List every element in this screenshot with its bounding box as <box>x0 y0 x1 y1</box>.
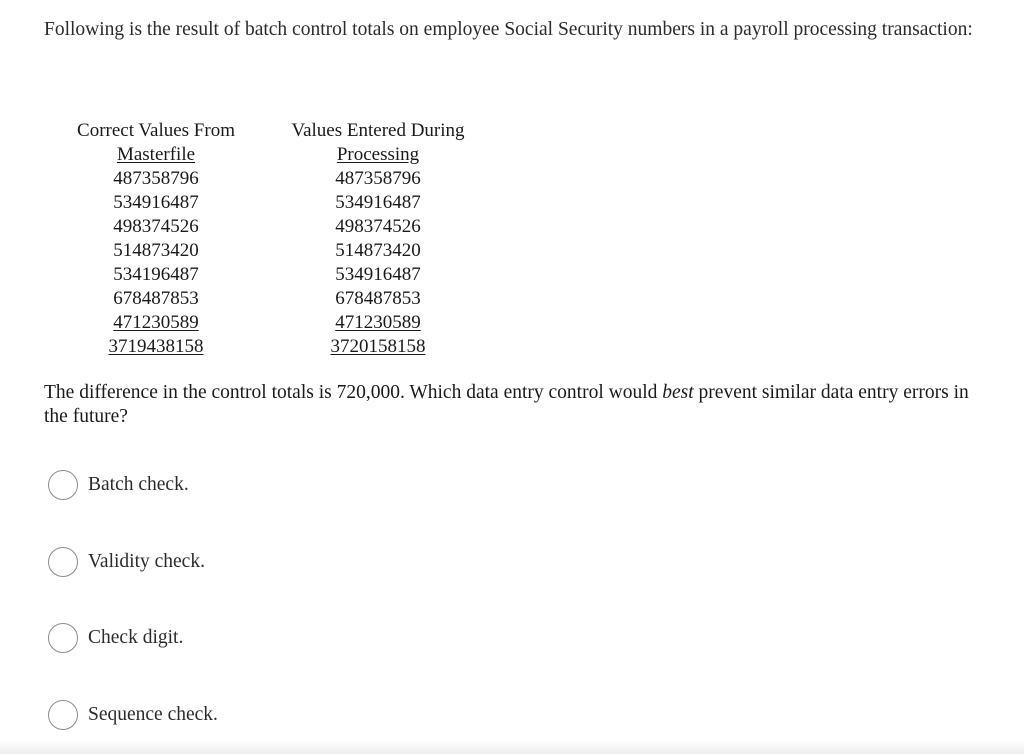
answer-option-validity-check[interactable] <box>48 546 205 578</box>
question-intro: Following is the result of batch control totals on employee Social Security numbers in a payroll processing transaction: <box>44 19 973 40</box>
answer-option-sequence-check[interactable] <box>48 699 218 731</box>
radio-button[interactable] <box>48 700 78 730</box>
ssn-value: 514873420 <box>335 240 421 261</box>
bottom-edge-shadow <box>0 740 1024 754</box>
ssn-value: 534196487 <box>113 264 199 285</box>
ssn-value: 498374526 <box>113 216 199 237</box>
column-header: Values Entered During <box>291 120 465 141</box>
question-text <box>44 381 984 429</box>
question-text-part: prevent similar data entry errors in the future? <box>44 382 969 427</box>
ssn-value: 678487853 <box>113 288 199 309</box>
ssn-value: 487358796 <box>335 168 421 189</box>
question-emphasis: best <box>662 382 694 403</box>
masterfile-values-column <box>65 119 247 359</box>
option-label: Sequence check. <box>88 704 218 725</box>
radio-button[interactable] <box>48 470 78 500</box>
ssn-value: 514873420 <box>113 240 199 261</box>
answer-option-check-digit[interactable] <box>48 622 183 654</box>
processing-values-column <box>277 119 479 359</box>
ssn-value: 534916487 <box>335 192 421 213</box>
option-label: Check digit. <box>88 627 184 648</box>
control-total: 3719438158 <box>108 336 204 357</box>
column-header: Masterfile <box>116 144 196 165</box>
ssn-value: 471230589 <box>335 312 421 333</box>
radio-button[interactable] <box>48 623 78 653</box>
radio-button[interactable] <box>48 547 78 577</box>
question-text-part: The difference in the control totals is 720,000. Which data entry control would <box>44 382 663 403</box>
ssn-value: 487358796 <box>113 168 199 189</box>
ssn-value: 498374526 <box>335 216 421 237</box>
answer-option-batch-check[interactable] <box>48 469 189 501</box>
ssn-value: 534916487 <box>335 264 421 285</box>
option-label: Batch check. <box>88 474 189 495</box>
ssn-value: 678487853 <box>335 288 421 309</box>
ssn-value: 471230589 <box>113 312 199 333</box>
ssn-value: 534916487 <box>113 192 199 213</box>
option-label: Validity check. <box>88 551 205 572</box>
control-total: 3720158158 <box>330 336 426 357</box>
column-header: Processing <box>336 144 420 165</box>
column-header: Correct Values From <box>77 120 235 141</box>
